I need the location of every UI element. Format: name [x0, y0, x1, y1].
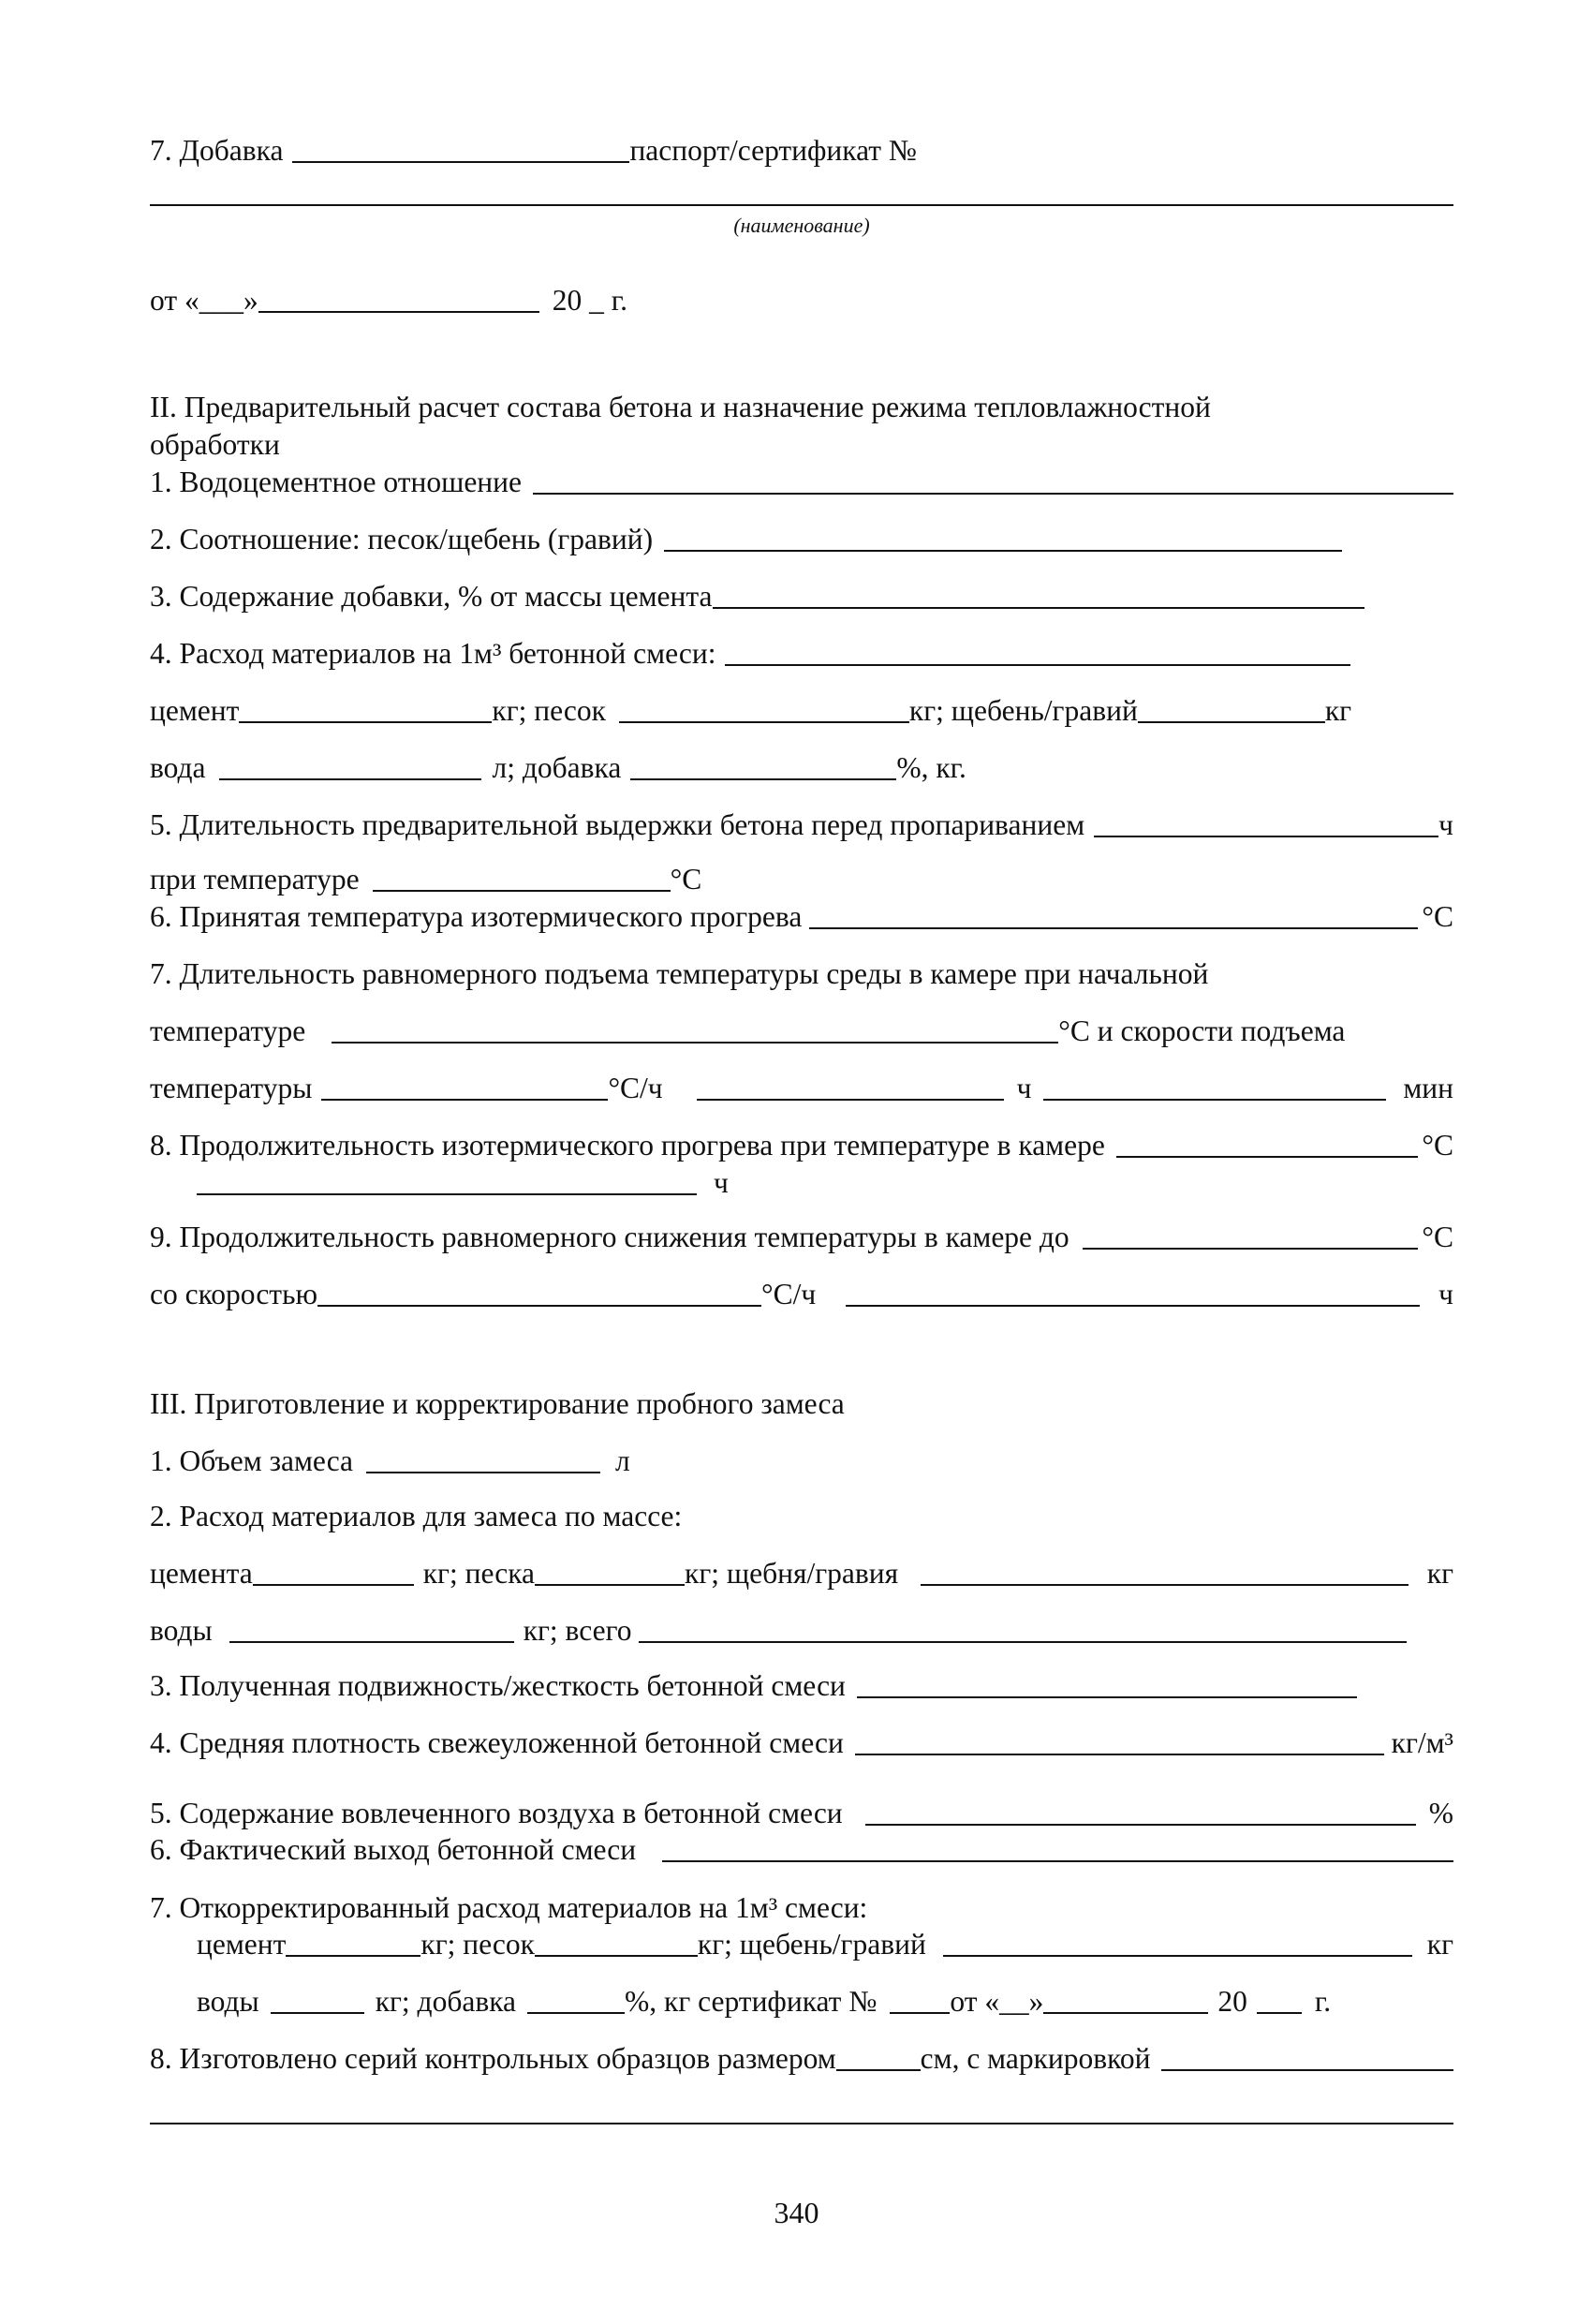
- kg-unit: кг: [1426, 1927, 1453, 1961]
- additive-pct-blank[interactable]: [630, 778, 896, 780]
- cooling-hours-blank[interactable]: [846, 1305, 1420, 1307]
- additive-label: 7. Добавка: [150, 133, 284, 167]
- batch-gravel-blank[interactable]: [921, 1584, 1409, 1586]
- air-content-blank[interactable]: [865, 1824, 1416, 1826]
- s2-item-9-rate: [150, 1271, 1453, 1312]
- marking-continuation-line[interactable]: [150, 2123, 1453, 2124]
- hours-unit: ч: [1438, 807, 1453, 841]
- deg-unit: °С: [1422, 1128, 1453, 1162]
- page-number: 340: [774, 2196, 819, 2229]
- s3-materials-row-1: [150, 1550, 1453, 1591]
- cement-label: цемент: [150, 693, 240, 727]
- s2-item-4: [150, 630, 1453, 672]
- item-label: 5. Содержание вовлеченного воздуха в бетонной смеси: [150, 1796, 843, 1829]
- item-label: 6. Фактический выход бетонной смеси: [150, 1832, 637, 1866]
- sand-gravel-ratio-blank[interactable]: [664, 550, 1342, 552]
- cooling-temp-blank[interactable]: [1083, 1248, 1419, 1250]
- water-label: воды: [197, 1984, 259, 2018]
- preholding-hours-blank[interactable]: [1094, 836, 1438, 837]
- rise-min-blank[interactable]: [1043, 1099, 1387, 1101]
- s3-item-6: [150, 1827, 1453, 1868]
- section2-heading-text-2: обработки: [150, 427, 280, 461]
- rate-label: со скоростью: [150, 1277, 317, 1310]
- batch-sand-blank[interactable]: [535, 1584, 685, 1586]
- item-label: 3. Полученная подвижность/жесткость бетонной смеси: [150, 1668, 846, 1702]
- deg-unit: °С: [1422, 1220, 1453, 1253]
- temp-label: при температуре: [150, 862, 360, 896]
- specimen-size-blank[interactable]: [836, 2069, 921, 2071]
- cert-label: %, кг сертификат №: [625, 1984, 878, 2018]
- corr-sand-blank[interactable]: [535, 1955, 698, 1957]
- batch-volume-blank[interactable]: [366, 1472, 600, 1473]
- hours-unit: ч: [1016, 1071, 1032, 1104]
- deg-per-h-unit: °С/ч: [760, 1277, 817, 1310]
- temps-word: температуры: [150, 1071, 313, 1104]
- s2-item-7-rate: [150, 1065, 1453, 1106]
- iso-hours-blank[interactable]: [197, 1193, 697, 1195]
- s2-item-3: [150, 573, 1453, 614]
- workability-blank[interactable]: [857, 1696, 1357, 1698]
- item-label: 7. Длительность равномерного подъема температуры среды в камере при начальной: [150, 956, 1209, 990]
- item-label: 1. Водоцементное отношение: [150, 465, 522, 498]
- hours-unit: ч: [1438, 1277, 1453, 1310]
- s2-item-1: [150, 459, 1453, 500]
- item-label: 4. Расход материалов на 1м³ бетонной смеси:: [150, 636, 716, 670]
- additive-name-line[interactable]: [150, 204, 1453, 206]
- section3-heading-text: III. Приготовление и корректирование пробного замеса: [150, 1386, 845, 1420]
- batch-total-blank[interactable]: [639, 1641, 1407, 1643]
- item-label: 9. Продолжительность равномерного снижения температуры в камере до: [150, 1220, 1069, 1253]
- additive-content-blank[interactable]: [713, 607, 1364, 609]
- s2-item-9: [150, 1214, 1453, 1255]
- corr-year-blank[interactable]: [1257, 2012, 1302, 2014]
- s3-item-3: [150, 1663, 1453, 1704]
- marking-label: см, с маркировкой: [920, 2041, 1151, 2075]
- deg-per-h-unit: °С/ч: [608, 1071, 663, 1104]
- batch-cement-blank[interactable]: [253, 1584, 414, 1586]
- s3-item-8: [150, 2035, 1453, 2077]
- item-label: 6. Принятая температура изотермического прогрева: [150, 899, 803, 933]
- cooling-rate-blank[interactable]: [317, 1305, 761, 1307]
- liters-unit: л: [615, 1443, 630, 1477]
- rise-hours-blank[interactable]: [697, 1099, 1004, 1101]
- water-label: вода: [150, 750, 206, 784]
- section2-heading-text: II. Предварительный расчет состава бетона и назначение режима тепловлажностной: [150, 390, 1211, 423]
- s3-item-1: [150, 1438, 1453, 1479]
- additive-name-blank[interactable]: [292, 161, 629, 163]
- kg-unit: кг: [1324, 693, 1352, 727]
- wc-ratio-blank[interactable]: [533, 493, 1453, 495]
- rise-rate-label: °С и скорости подъема: [1058, 1014, 1346, 1047]
- corr-cert-blank[interactable]: [890, 2012, 950, 2014]
- sand-label: кг; песка: [422, 1556, 536, 1590]
- s2-item-2: [150, 516, 1453, 557]
- corr-gravel-blank[interactable]: [943, 1955, 1412, 1957]
- hours-unit: ч: [714, 1165, 729, 1199]
- sand-label: кг; песок: [420, 1927, 535, 1961]
- gravel-label: кг; щебня/гравия: [685, 1556, 899, 1590]
- section3-heading: [150, 1381, 1453, 1422]
- pct-unit: %: [1428, 1796, 1453, 1829]
- deg-unit: °С: [670, 862, 702, 896]
- gravel-kg-blank[interactable]: [1138, 721, 1325, 723]
- corr-water-blank[interactable]: [271, 2012, 364, 2014]
- min-unit: мин: [1403, 1071, 1453, 1104]
- item-label: 7. Откорректированный расход материалов на 1м³ смеси:: [150, 1890, 868, 1924]
- item-label: 4. Средняя плотность свежеуложенной бетонной смеси: [150, 1725, 844, 1759]
- iso-chamber-temp-blank[interactable]: [1116, 1156, 1419, 1158]
- s3-item-2: [150, 1493, 1453, 1534]
- s2-item-7: [150, 951, 1453, 992]
- density-unit: кг/м³: [1391, 1725, 1453, 1759]
- s3-corrected-row-1: [197, 1921, 1453, 1962]
- batch-water-blank[interactable]: [229, 1641, 514, 1643]
- cement-label: цемент: [197, 1927, 287, 1961]
- year-suffix: г.: [1314, 1984, 1332, 2018]
- additive-row: [150, 127, 1453, 169]
- item-label: 2. Соотношение: песок/щебень (гравий): [150, 522, 654, 555]
- item-label: 8. Продолжительность изотермического прогрева при температуре в камере: [150, 1128, 1105, 1162]
- additive-label: кг; добавка: [375, 1984, 517, 2018]
- preholding-temp-blank[interactable]: [373, 890, 671, 892]
- corr-additive-blank[interactable]: [527, 2012, 625, 2014]
- corr-date-blank[interactable]: [1043, 2012, 1208, 2014]
- s2-item-5: [150, 802, 1453, 843]
- from-label: от «__»: [950, 1984, 1044, 2018]
- initial-temp-blank[interactable]: [332, 1042, 1058, 1044]
- sand-label: кг; песок: [492, 693, 606, 727]
- s3-corrected-row-2: [197, 1978, 1453, 2020]
- passport-label: паспорт/сертификат №: [629, 133, 917, 167]
- item-label: 1. Объем замеса: [150, 1443, 354, 1477]
- deg-unit: °С: [1422, 899, 1453, 933]
- marking-blank[interactable]: [1161, 2069, 1453, 2071]
- from-label: от «___»: [150, 283, 258, 317]
- s3-item-4: [150, 1720, 1453, 1761]
- iso-temp-blank[interactable]: [809, 927, 1418, 929]
- gravel-label: кг; щебень/гравий: [908, 693, 1138, 727]
- total-label: кг; всего: [523, 1613, 632, 1647]
- s3-item-5: [150, 1790, 1453, 1831]
- item-label: 2. Расход материалов для замеса по массе:: [150, 1499, 683, 1532]
- name-caption: (наименование): [733, 214, 870, 237]
- materials-blank[interactable]: [725, 664, 1350, 666]
- s2-item-7-temp: [150, 1008, 1453, 1049]
- s3-item-7: [150, 1885, 1453, 1926]
- s2-item-6: [150, 894, 1453, 935]
- s2-materials-row-2: [150, 745, 1453, 786]
- item-label: 8. Изготовлено серий контрольных образцов размером: [150, 2041, 836, 2075]
- s2-item-8-hours: [197, 1160, 1453, 1201]
- cement-kg-blank[interactable]: [239, 721, 492, 723]
- cement-label: цемента: [150, 1556, 253, 1590]
- item-label: 5. Длительность предварительной выдержки бетона перед пропариванием: [150, 807, 1085, 841]
- yield-blank[interactable]: [662, 1860, 1453, 1862]
- s2-item-8: [150, 1122, 1453, 1163]
- density-blank[interactable]: [855, 1754, 1384, 1755]
- additive-date-row: [150, 277, 1453, 318]
- s3-materials-row-2: [150, 1607, 1453, 1649]
- sand-kg-blank[interactable]: [619, 721, 909, 723]
- temp-word: температуре: [150, 1014, 306, 1047]
- water-l-blank[interactable]: [219, 778, 481, 780]
- additive-label: л; добавка: [492, 750, 622, 784]
- rise-rate-blank[interactable]: [321, 1099, 608, 1101]
- item-label: 3. Содержание добавки, % от массы цемента: [150, 579, 713, 613]
- water-label: воды: [150, 1613, 213, 1647]
- section2-heading-2: [150, 422, 1453, 463]
- section2-heading-1: [150, 384, 1453, 425]
- corr-cement-blank[interactable]: [286, 1955, 420, 1957]
- date-blank[interactable]: [258, 311, 539, 313]
- gravel-label: кг; щебень/гравий: [697, 1927, 926, 1961]
- s2-item-5-temp: [150, 856, 1453, 897]
- s2-materials-row-1: [150, 688, 1453, 729]
- kg-unit: кг: [1426, 1556, 1453, 1590]
- year-prefix: 20: [1217, 1984, 1247, 2018]
- year-label: 20 _ г.: [552, 283, 627, 317]
- pct-kg-unit: %, кг.: [896, 750, 966, 784]
